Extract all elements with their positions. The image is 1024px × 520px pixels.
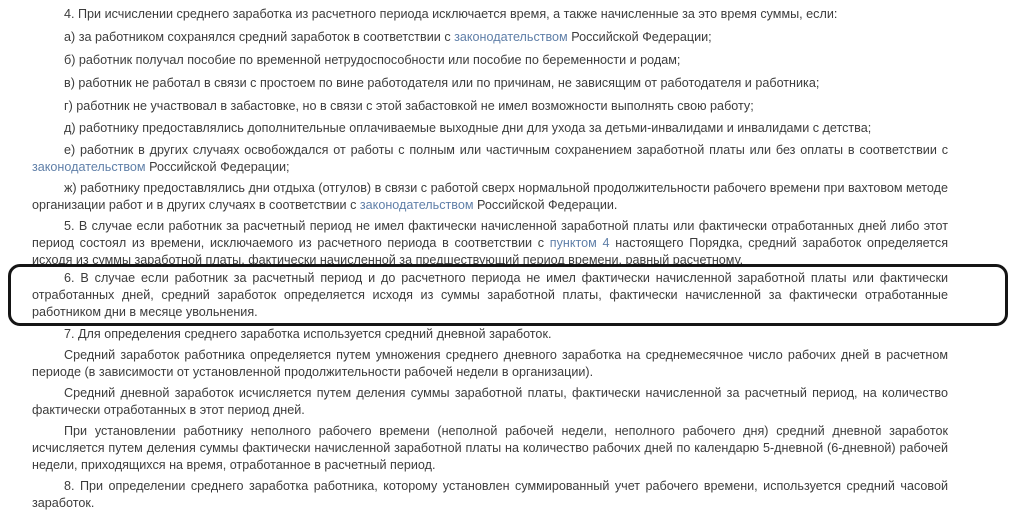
legislation-link[interactable]: законодательством xyxy=(32,160,146,174)
paragraph-4g: г) работник не участвовал в забастовке, но в связи с этой забастовкой не имел возможности выполнять свою работу; xyxy=(64,99,754,113)
paragraph-7-part-time: При установлении работнику неполного рабочего времени (неполной рабочей недели, неполного рабочего дня) средний дневной заработок исчисляется путем деления суммы фактически начисленной заработной платы на количество рабочих дней по календарю 5-дневной (6-дневной) рабочей недели, приходящихся на время, отработанное в расчетный период. xyxy=(32,424,948,472)
paragraph-4a-tail: Российской Федерации; xyxy=(567,30,712,44)
paragraph-5 xyxy=(32,218,948,269)
paragraph-7-average-earnings: Средний заработок работника определяется путем умножения среднего дневного заработка на среднемесячное число рабочих дней в расчетном периоде (в зависимости от установленной продолжительности рабочей недели в организации). xyxy=(32,348,948,379)
legislation-link[interactable]: законодательством xyxy=(359,198,474,212)
paragraph-4e-text: е) работник в других случаях освобождался от работы с полным или частичным сохранением заработной платы или без оплаты в соответствии с xyxy=(64,143,948,157)
paragraph-4a-text: а) за работником сохранялся средний заработок в соответствии с xyxy=(64,30,455,44)
paragraph-7-daily-earnings: Средний дневной заработок исчисляется путем деления суммы заработной платы, фактически начисленной за расчетный период, на количество фактически отработанных в этот период дней. xyxy=(32,386,948,417)
paragraph-5-text: 5. В случае если работник за расчетный период не имел фактически начисленной заработной платы или фактически отработанных дней либо этот период состоял из времени, исключаемого из расчетного периода в соответствии с xyxy=(32,219,948,250)
paragraph-4zh-text: ж) работнику предоставлялись дни отдыха (отгулов) в связи с работой сверх нормальной продолжительности рабочего времени при вахтовом методе организации работ и в других случаях в соответствии с xyxy=(32,181,948,212)
legislation-link[interactable]: законодательством xyxy=(454,30,568,44)
paragraph-7: 7. Для определения среднего заработка используется средний дневной заработок. xyxy=(64,327,552,341)
paragraph-4v: в) работник не работал в связи с простоем по вине работодателя или по причинам, не зависящим от работодателя и работника; xyxy=(64,76,820,90)
paragraph-6: 6. В случае если работник за расчетный период и до расчетного периода не имел фактически начисленной заработной платы или фактически отработанных дней, средний заработок определяется исходя из суммы заработной платы, фактически начисленной за фактически отработанные работником дни в месяце увольнения. xyxy=(32,271,948,319)
paragraph-4e xyxy=(32,142,948,176)
paragraph-4zh xyxy=(32,180,948,214)
paragraph-4: 4. При исчислении среднего заработка из расчетного периода исключается время, а также начисленные за это время суммы, если: xyxy=(64,7,838,21)
paragraph-4a xyxy=(32,29,948,46)
clause-4-link[interactable]: пунктом 4 xyxy=(549,236,610,250)
paragraph-5-tail: настоящего Порядка, средний заработок определяется исходя из суммы заработной платы, фактически начисленной за предшествующий период времени, равный расчетному. xyxy=(32,236,949,267)
paragraph-4zh-tail: Российской Федерации. xyxy=(473,198,618,212)
paragraph-4e-tail: Российской Федерации; xyxy=(145,160,290,174)
paragraph-8: 8. При определении среднего заработка работника, которому установлен суммированный учет рабочего времени, используется средний часовой заработок. xyxy=(32,479,948,510)
paragraph-4d: д) работнику предоставлялись дополнительные оплачиваемые выходные дни для ухода за детьми-инвалидами и инвалидами с детства; xyxy=(64,121,872,135)
paragraph-4b: б) работник получал пособие по временной нетрудоспособности или пособие по беременности и родам; xyxy=(64,53,681,67)
